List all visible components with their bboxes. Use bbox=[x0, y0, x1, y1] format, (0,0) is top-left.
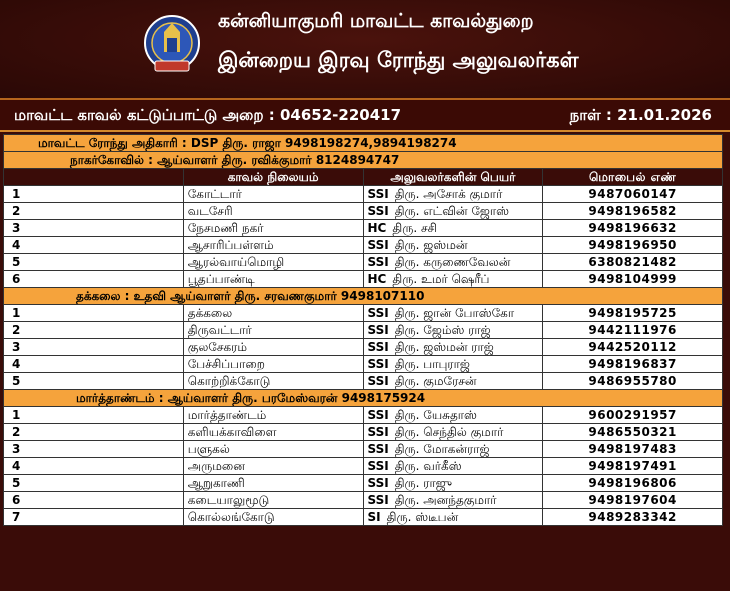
mobile-number: 9498196582 bbox=[543, 203, 723, 220]
officer-name: திரு. குமரேசன் bbox=[394, 374, 477, 388]
mobile-number: 9498197604 bbox=[543, 492, 723, 509]
district-officer-text: மாவட்ட ரோந்து அதிகாரி : DSP திரு. ராஜா 9498198274,9894198274 bbox=[4, 135, 723, 152]
officer-name: திரு. அனந்தகுமார் bbox=[394, 493, 497, 507]
table-row bbox=[4, 492, 723, 509]
mobile-number: 9486550321 bbox=[543, 424, 723, 441]
officer-name: திரு. வர்கீஸ் bbox=[394, 459, 462, 473]
station-name: தக்கலை bbox=[183, 305, 363, 322]
officer-cell bbox=[363, 458, 543, 475]
officer-name: திரு. யேசுதாஸ் bbox=[394, 408, 477, 422]
table-row bbox=[4, 305, 723, 322]
serial-number: 3 bbox=[4, 220, 184, 237]
table-row bbox=[4, 509, 723, 526]
serial-number: 5 bbox=[4, 254, 184, 271]
officer-name: திரு. ராஜு bbox=[394, 476, 453, 490]
officer-rank: SI bbox=[367, 510, 381, 524]
officer-rank: SSI bbox=[367, 187, 389, 201]
officer-cell bbox=[363, 271, 543, 288]
column-header-sn bbox=[4, 169, 184, 186]
station-name: கொற்றிக்கோடு bbox=[183, 373, 363, 390]
officer-cell bbox=[363, 322, 543, 339]
patrol-table bbox=[3, 134, 723, 526]
table-row bbox=[4, 475, 723, 492]
station-name: நேசமணி நகர் bbox=[183, 220, 363, 237]
station-name: ஆரல்வாய்மொழி bbox=[183, 254, 363, 271]
serial-number: 2 bbox=[4, 322, 184, 339]
officer-name: திரு. ஜஸ்மன் ராஜ் bbox=[394, 340, 494, 354]
serial-number: 3 bbox=[4, 441, 184, 458]
header bbox=[0, 0, 730, 98]
table-row bbox=[4, 254, 723, 271]
officer-rank: HC bbox=[367, 272, 387, 286]
officer-rank: SSI bbox=[367, 255, 389, 269]
table-row bbox=[4, 441, 723, 458]
mobile-number: 9442520112 bbox=[543, 339, 723, 356]
officer-cell bbox=[363, 220, 543, 237]
officer-name: திரு. எட்வின் ஜோஸ் bbox=[394, 204, 510, 218]
station-name: ஆசாரிப்பள்ளம் bbox=[183, 237, 363, 254]
officer-name: திரு. உமர் ஷெரீப் bbox=[392, 272, 490, 286]
mobile-number: 9498196632 bbox=[543, 220, 723, 237]
table-row bbox=[4, 407, 723, 424]
officer-rank: SSI bbox=[367, 204, 389, 218]
column-header-officer: அலுவலர்களின் பெயர் bbox=[363, 169, 543, 186]
section-heading: மார்த்தாண்டம் : ஆய்வாளர் திரு. பரமேஸ்வரன் 9498175924 bbox=[4, 390, 723, 407]
officer-name: திரு. அசோக் குமார் bbox=[394, 187, 503, 201]
table-row bbox=[4, 271, 723, 288]
serial-number: 6 bbox=[4, 271, 184, 288]
serial-number: 3 bbox=[4, 339, 184, 356]
station-name: கோட்டார் bbox=[183, 186, 363, 203]
officer-cell bbox=[363, 356, 543, 373]
mobile-number: 9498195725 bbox=[543, 305, 723, 322]
officer-name: திரு. பாபுராஜ் bbox=[394, 357, 470, 371]
serial-number: 4 bbox=[4, 458, 184, 475]
section-heading-row bbox=[4, 288, 723, 305]
officer-rank: SSI bbox=[367, 476, 389, 490]
table-row bbox=[4, 186, 723, 203]
table-row bbox=[4, 373, 723, 390]
officer-cell bbox=[363, 441, 543, 458]
station-name: குலசேகரம் bbox=[183, 339, 363, 356]
district-officer-row bbox=[4, 135, 723, 152]
officer-cell bbox=[363, 237, 543, 254]
mobile-number: 9498196950 bbox=[543, 237, 723, 254]
officer-name: திரு. கருணைவேலன் bbox=[394, 255, 511, 269]
station-name: திருவட்டார் bbox=[183, 322, 363, 339]
officer-cell bbox=[363, 509, 543, 526]
officer-rank: SSI bbox=[367, 238, 389, 252]
serial-number: 2 bbox=[4, 424, 184, 441]
officer-cell bbox=[363, 339, 543, 356]
officer-rank: SSI bbox=[367, 340, 389, 354]
officer-name: திரு. சசி bbox=[392, 221, 437, 235]
officer-name: திரு. ஸ்டீபன் bbox=[386, 510, 459, 524]
tamilnadu-police-emblem-icon bbox=[143, 14, 201, 76]
station-name: பூதப்பாண்டி bbox=[183, 271, 363, 288]
mobile-number: 9498197491 bbox=[543, 458, 723, 475]
officer-rank: SSI bbox=[367, 408, 389, 422]
officer-rank: HC bbox=[367, 221, 387, 235]
officer-cell bbox=[363, 305, 543, 322]
title-district-police: கன்னியாகுமரி மாவட்ட காவல்துறை bbox=[218, 10, 534, 32]
officer-name: திரு. செந்தில் குமார் bbox=[394, 425, 504, 439]
mobile-number: 9442111976 bbox=[543, 322, 723, 339]
section-heading-row bbox=[4, 390, 723, 407]
mobile-number: 9498196806 bbox=[543, 475, 723, 492]
mobile-number: 9486955780 bbox=[543, 373, 723, 390]
table-row bbox=[4, 220, 723, 237]
serial-number: 5 bbox=[4, 373, 184, 390]
officer-cell bbox=[363, 407, 543, 424]
mobile-number: 9498196837 bbox=[543, 356, 723, 373]
table-row bbox=[4, 322, 723, 339]
officer-cell bbox=[363, 254, 543, 271]
control-room-number: மாவட்ட காவல் கட்டுப்பாட்டு அறை : 04652-220417 bbox=[14, 106, 402, 124]
serial-number: 5 bbox=[4, 475, 184, 492]
station-name: பேச்சிப்பாறை bbox=[183, 356, 363, 373]
table-row bbox=[4, 356, 723, 373]
section-heading: நாகர்கோவில் : ஆய்வாளர் திரு. ரவிக்குமார் 8124894747 bbox=[4, 152, 723, 169]
station-name: களியக்காவிளை bbox=[183, 424, 363, 441]
officer-cell bbox=[363, 373, 543, 390]
serial-number: 1 bbox=[4, 186, 184, 203]
serial-number: 1 bbox=[4, 305, 184, 322]
table-row bbox=[4, 424, 723, 441]
station-name: பளுகல் bbox=[183, 441, 363, 458]
officer-rank: SSI bbox=[367, 357, 389, 371]
officer-name: திரு. ஜஸ்மன் bbox=[394, 238, 468, 252]
column-header-mobile: மொபைல் எண் bbox=[543, 169, 723, 186]
officer-rank: SSI bbox=[367, 442, 389, 456]
station-name: கொல்லங்கோடு bbox=[183, 509, 363, 526]
officer-rank: SSI bbox=[367, 323, 389, 337]
mobile-number: 9600291957 bbox=[543, 407, 723, 424]
serial-number: 6 bbox=[4, 492, 184, 509]
station-name: மார்த்தாண்டம் bbox=[183, 407, 363, 424]
serial-number: 4 bbox=[4, 356, 184, 373]
control-room-bar bbox=[0, 98, 730, 132]
officer-cell bbox=[363, 203, 543, 220]
officer-name: திரு. ஜேம்ஸ் ராஜ் bbox=[394, 323, 491, 337]
officer-name: திரு. ஜான் போஸ்கோ bbox=[394, 306, 515, 320]
station-name: ஆறுகாணி bbox=[183, 475, 363, 492]
station-name: கடையாலுமூடு bbox=[183, 492, 363, 509]
officer-rank: SSI bbox=[367, 425, 389, 439]
mobile-number: 9489283342 bbox=[543, 509, 723, 526]
officer-cell bbox=[363, 424, 543, 441]
officer-rank: SSI bbox=[367, 459, 389, 473]
mobile-number: 9487060147 bbox=[543, 186, 723, 203]
officer-rank: SSI bbox=[367, 493, 389, 507]
serial-number: 7 bbox=[4, 509, 184, 526]
mobile-number: 9498197483 bbox=[543, 441, 723, 458]
serial-number: 4 bbox=[4, 237, 184, 254]
officer-cell bbox=[363, 492, 543, 509]
column-header-station: காவல் நிலையம் bbox=[183, 169, 363, 186]
officer-rank: SSI bbox=[367, 306, 389, 320]
table-row bbox=[4, 237, 723, 254]
table-row bbox=[4, 458, 723, 475]
station-name: வடசேரி bbox=[183, 203, 363, 220]
table-row bbox=[4, 339, 723, 356]
officer-cell bbox=[363, 186, 543, 203]
column-header-row bbox=[4, 169, 723, 186]
section-heading-row bbox=[4, 152, 723, 169]
station-name: அருமனை bbox=[183, 458, 363, 475]
officer-cell bbox=[363, 475, 543, 492]
table-row bbox=[4, 203, 723, 220]
section-heading: தக்கலை : உதவி ஆய்வாளர் திரு. சரவணகுமார் 9498107110 bbox=[4, 288, 723, 305]
serial-number: 1 bbox=[4, 407, 184, 424]
mobile-number: 9498104999 bbox=[543, 271, 723, 288]
serial-number: 2 bbox=[4, 203, 184, 220]
date-label: நாள் : 21.01.2026 bbox=[569, 106, 712, 124]
officer-rank: SSI bbox=[367, 374, 389, 388]
title-night-patrol-officers: இன்றைய இரவு ரோந்து அலுவலர்கள் bbox=[218, 48, 579, 72]
mobile-number: 6380821482 bbox=[543, 254, 723, 271]
officer-name: திரு. மோகன்ராஜ் bbox=[394, 442, 490, 456]
